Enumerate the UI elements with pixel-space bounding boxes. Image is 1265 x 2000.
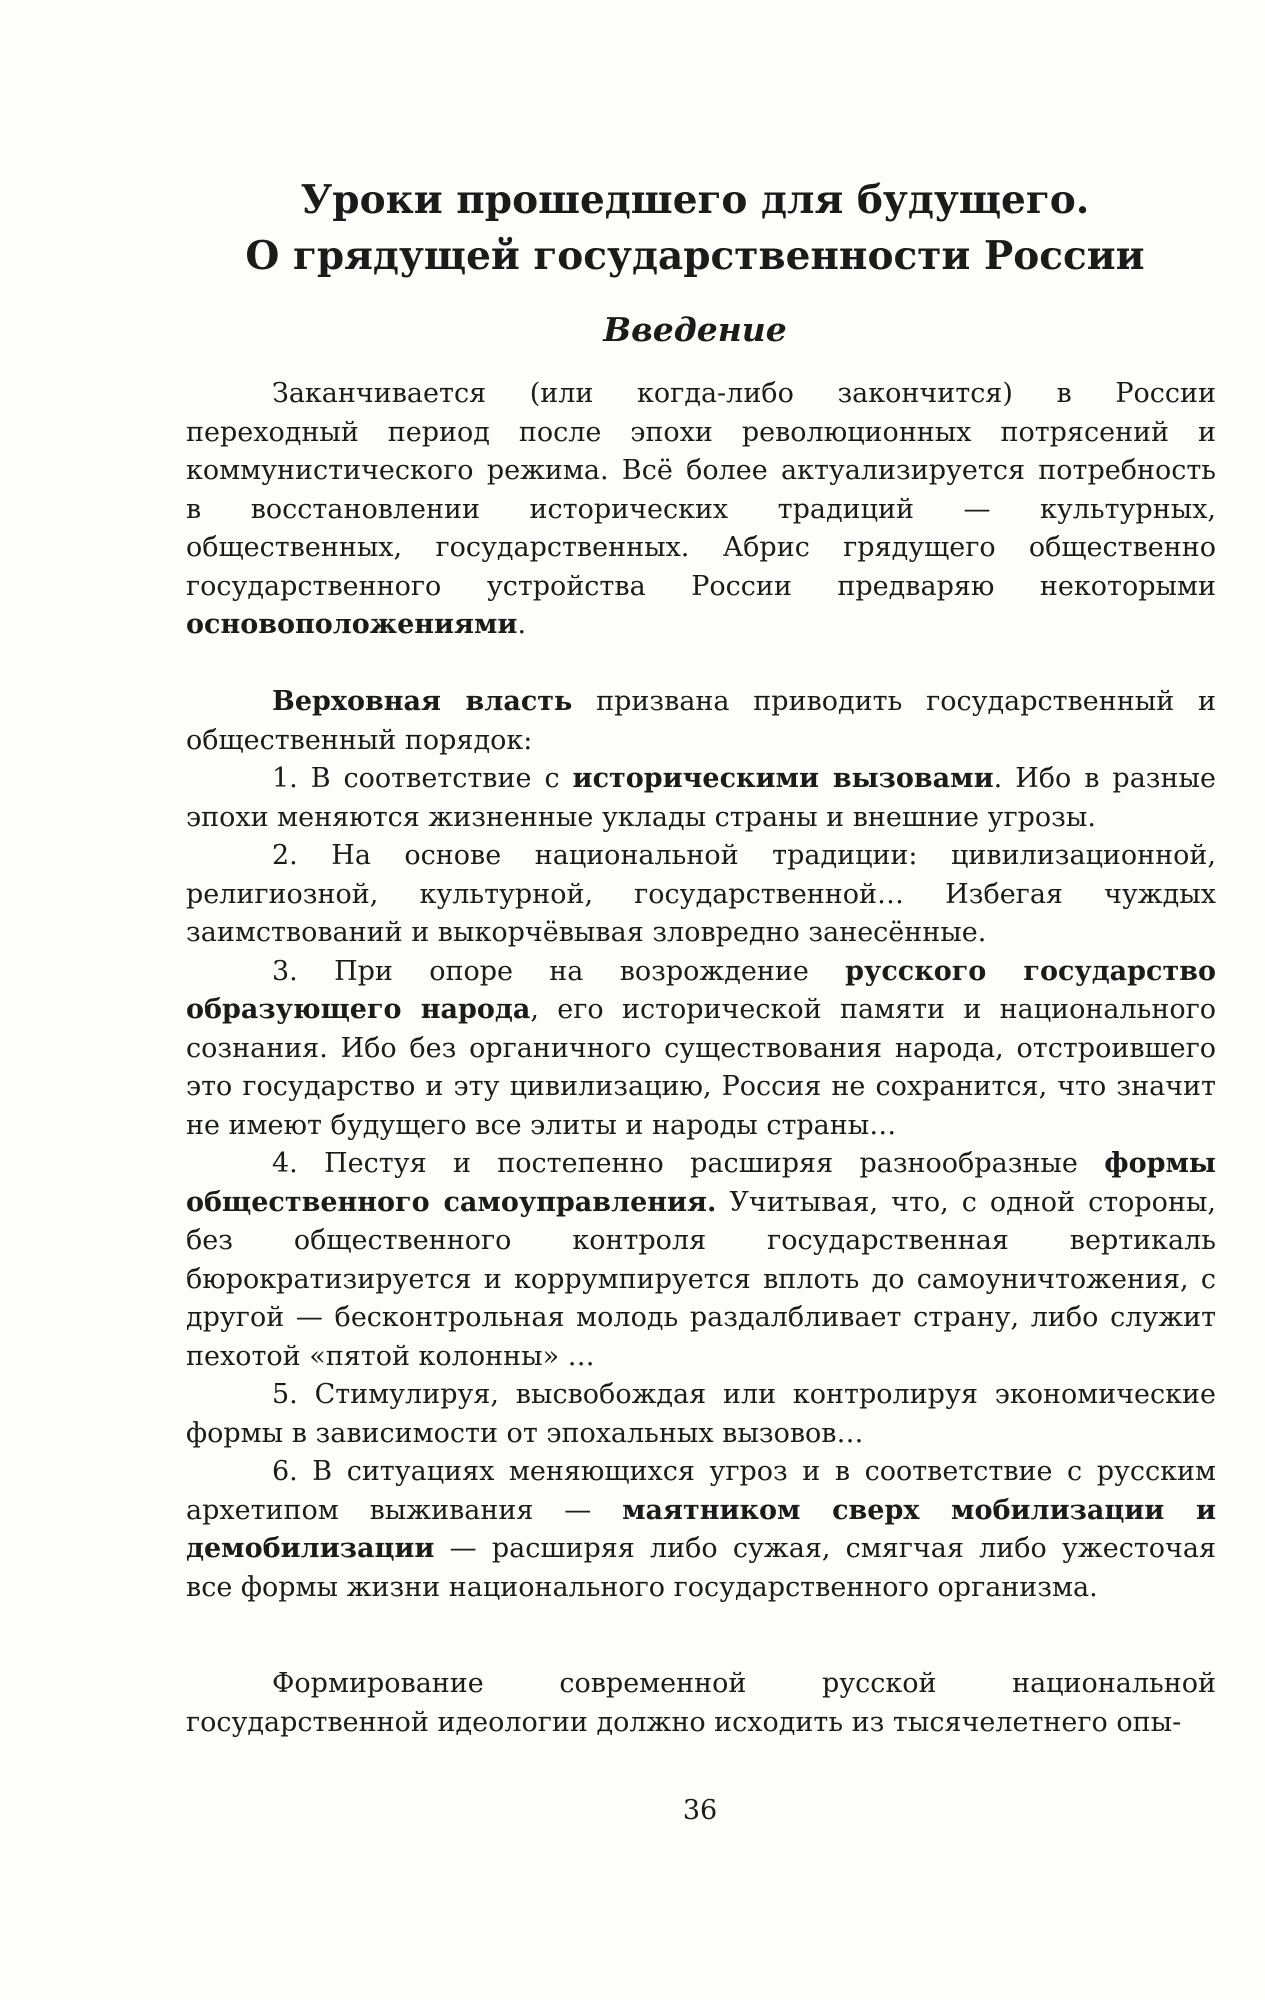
- power-text: призвана приводить государственный и общественный порядок:: [186, 686, 1216, 756]
- intro-section: [186, 375, 1216, 645]
- item6-bold: маятником сверх мобилизации и демобилизации: [186, 1494, 1216, 1564]
- intro-bold: основоположениями: [186, 609, 518, 640]
- title-line-2: О грядущей государственности России: [245, 233, 1145, 279]
- section-heading: Введение: [603, 310, 787, 349]
- list-item-1: [186, 760, 1216, 837]
- list-item-4: [186, 1145, 1216, 1376]
- page-title: [150, 172, 1240, 284]
- item1-start: 1. В соответствие с: [272, 763, 573, 794]
- item6-start: 6. В ситуациях меняющихся угроз и в соответствие с русским архетипом выживания —: [186, 1456, 1216, 1526]
- list-item-5: 5. Стимулируя, высвобождая или контролируя экономические формы в зависимости от эпохальных вызовов…: [186, 1379, 1216, 1449]
- item3-bold: русского государство образующего народа: [186, 955, 1216, 1025]
- list-item-6: [186, 1453, 1216, 1607]
- intro-paragraph: [186, 375, 1216, 645]
- intro-text: Заканчивается (или когда-либо закончится) в России переходный период после эпохи революционных потрясений и коммунистического режима. Всё более актуализируется потребность в восстановлении исторических традиций — культурных, общественных, государственных. Абрис грядущего общественно государственного устройства России предваряю некоторыми: [186, 378, 1216, 602]
- item4-start: 4. Пестуя и постепенно расширяя разнообразные: [272, 1148, 1105, 1179]
- power-paragraph: [186, 683, 1216, 760]
- list-item-2: 2. На основе национальной традиции: цивилизационной, религиозной, культурной, государственной… Избегая чуждых заимствований и выкорчёвывая зловредно занесённые.: [186, 840, 1216, 948]
- intro-end: .: [517, 609, 527, 640]
- item1-bold: историческими вызовами: [572, 763, 994, 794]
- title-line-1: Уроки прошедшего для будущего.: [300, 177, 1090, 223]
- list-item-3: [186, 953, 1216, 1146]
- item6-end: — расширяя либо сужая, смягчая либо ужесточая все формы жизни национального государственного организма.: [186, 1533, 1216, 1603]
- item3-start: 3. При опоре на возрождение: [272, 955, 846, 987]
- principles-section: [186, 683, 1216, 1607]
- page-number: 36: [682, 1795, 718, 1826]
- item3-end: , его исторической памяти и национального сознания. Ибо без органичного существования народа, отстроившего это государство и эту цивилизацию, Россия не сохранится, что значит не имеют будущего все элиты и народы страны…: [186, 994, 1216, 1141]
- power-bold: Верховная власть: [272, 686, 573, 717]
- item4-bold: формы общественного самоуправления.: [186, 1148, 1216, 1218]
- ideology-paragraph: Формирование современной русской национальной государственной идеологии должно исходить из тысячелетнего опы-: [186, 1668, 1216, 1738]
- ideology-section: [186, 1665, 1216, 1742]
- item4-end: Учитывая, что, с одной стороны, без общественного контроля государственная вертикаль бюрократизируется и коррумпируется вплоть до самоуничтожения, с другой — бесконтрольная молодь раздалбливает страну, либо служит пехотой «пятой колонны» …: [186, 1186, 1217, 1372]
- item1-end: . Ибо в разные эпохи меняются жизненные уклады страны и внешние угрозы.: [186, 763, 1216, 833]
